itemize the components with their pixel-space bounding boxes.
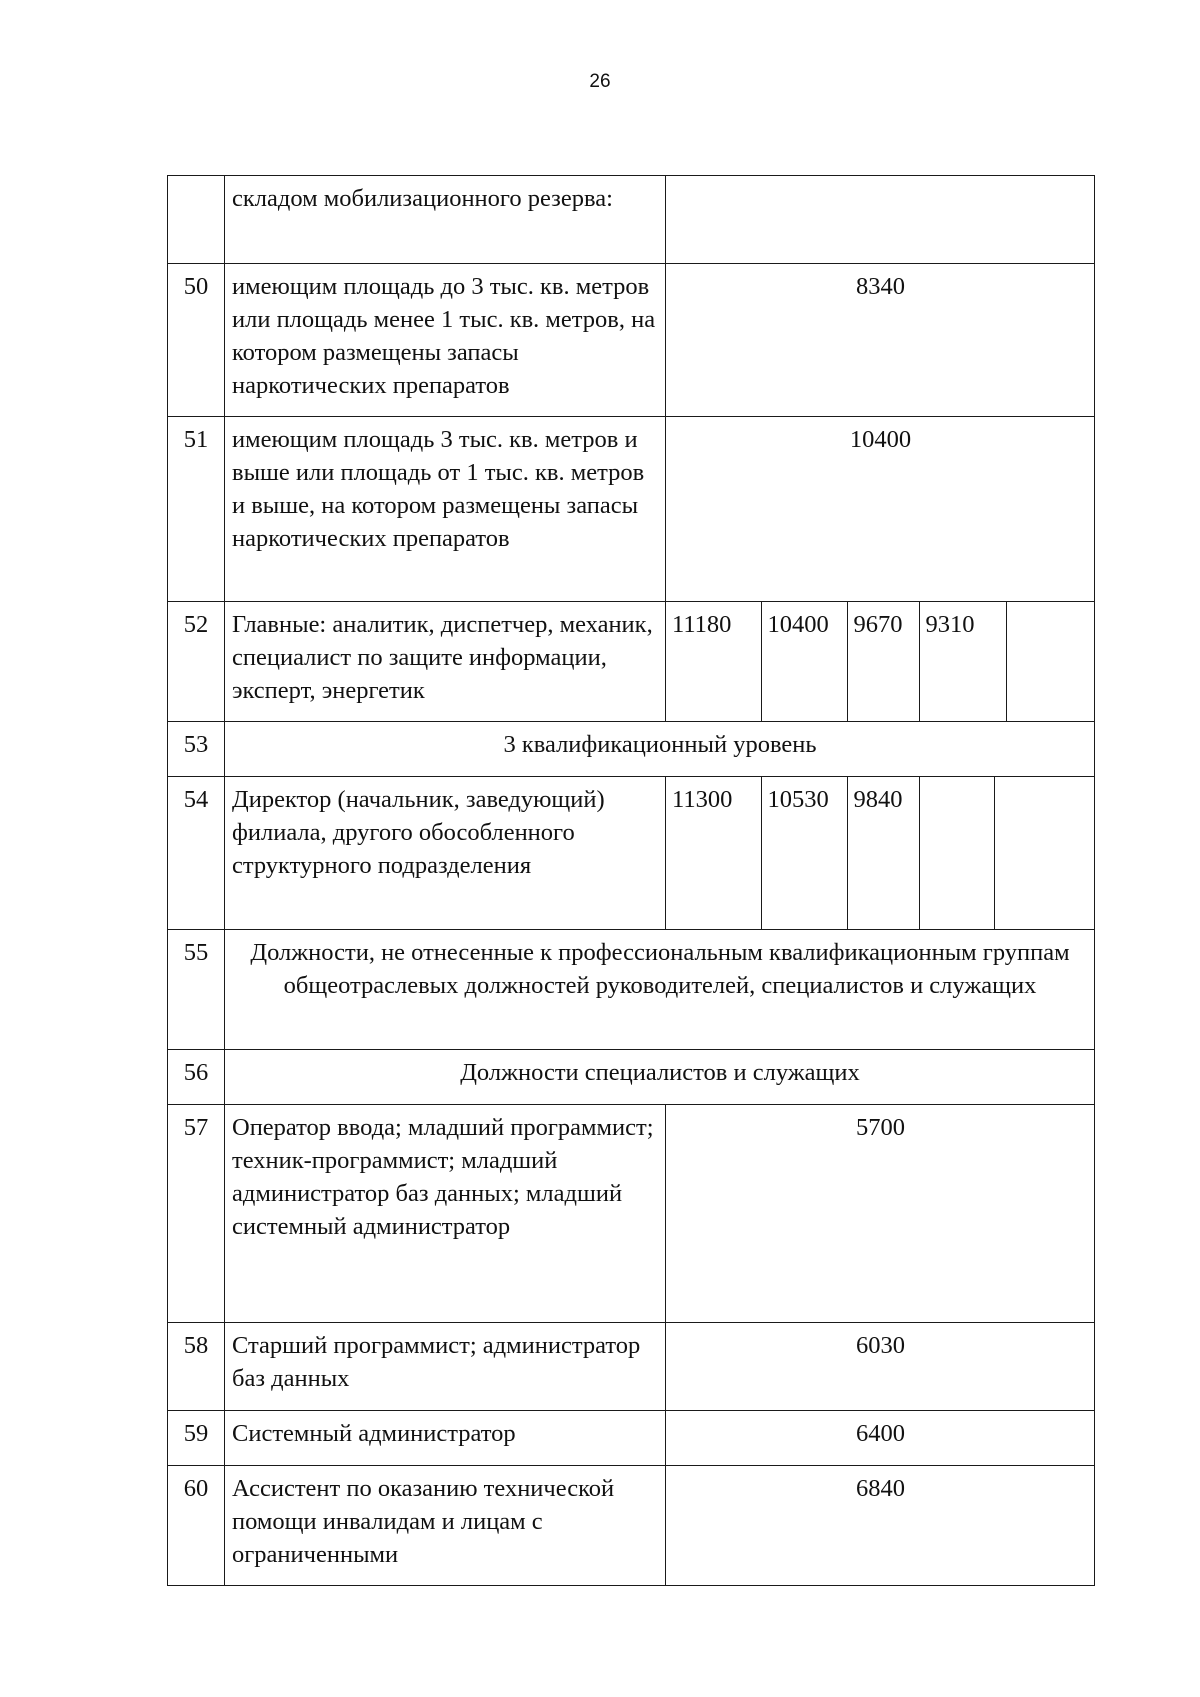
- table-row: [168, 1323, 1095, 1411]
- row-description: имеющим площадь до 3 тыс. кв. метров или площадь менее 1 тыс. кв. метров, на котором размещены запасы наркотических препаратов: [225, 264, 666, 417]
- row-description: Старший программист; администратор баз данных: [225, 1323, 666, 1411]
- row-number: 52: [168, 602, 225, 722]
- row-number: 50: [168, 264, 225, 417]
- row-number: 60: [168, 1466, 225, 1586]
- section-heading: Должности специалистов и служащих: [225, 1050, 1095, 1105]
- row-values: [666, 777, 1095, 930]
- row-description: Оператор ввода; младший программист; техник-программист; младший администратор баз данных; младший системный администратор: [225, 1105, 666, 1323]
- row-value: 6840: [666, 1466, 1095, 1586]
- table-row: [168, 602, 1095, 722]
- table-row: [168, 1466, 1095, 1586]
- salary-table: [167, 175, 1095, 1586]
- row-number: [168, 176, 225, 264]
- row-description: Системный администратор: [225, 1411, 666, 1466]
- section-heading: Должности, не отнесенные к профессиональным квалификационным группам общеотраслевых должностей руководителей, специалистов и служащих: [225, 930, 1095, 1050]
- row-number: 53: [168, 722, 225, 777]
- row-value: 6400: [666, 1411, 1095, 1466]
- table-row: [168, 1411, 1095, 1466]
- value-cell: 9840: [847, 777, 919, 929]
- row-number: 55: [168, 930, 225, 1050]
- row-value: 8340: [666, 264, 1095, 417]
- row-number: 51: [168, 417, 225, 602]
- row-value: 5700: [666, 1105, 1095, 1323]
- row-number: 57: [168, 1105, 225, 1323]
- value-cell: [919, 777, 994, 929]
- value-cell: [1006, 602, 1095, 721]
- row-description: Главные: аналитик, диспетчер, механик, специалист по защите информации, эксперт, энергетик: [225, 602, 666, 722]
- section-heading: 3 квалификационный уровень: [225, 722, 1095, 777]
- row-values: [666, 602, 1095, 722]
- row-value: [666, 176, 1095, 264]
- row-value: 10400: [666, 417, 1095, 602]
- table-row: [168, 777, 1095, 930]
- row-description: складом мобилизационного резерва:: [225, 176, 666, 264]
- table-row: [168, 264, 1095, 417]
- row-value: 6030: [666, 1323, 1095, 1411]
- value-cell: 11300: [672, 786, 733, 813]
- row-description: имеющим площадь 3 тыс. кв. метров и выше или площадь от 1 тыс. кв. метров и выше, на котором размещены запасы наркотических препаратов: [225, 417, 666, 602]
- value-cell: 9670: [847, 602, 919, 721]
- page-number: 26: [589, 71, 611, 92]
- values-grid: [666, 777, 1095, 929]
- row-number: 56: [168, 1050, 225, 1105]
- table-row: [168, 417, 1095, 602]
- table-row: [168, 1050, 1095, 1105]
- table-row: [168, 930, 1095, 1050]
- table-row: [168, 1105, 1095, 1323]
- row-number: 54: [168, 777, 225, 930]
- row-number: 59: [168, 1411, 225, 1466]
- value-cell: [994, 777, 1095, 929]
- row-description: Директор (начальник, заведующий) филиала, другого обособленного структурного подразделения: [225, 777, 666, 930]
- values-grid: [666, 602, 1095, 721]
- table-row: [168, 722, 1095, 777]
- value-cell: 9310: [919, 602, 1006, 721]
- value-cell: 10400: [761, 602, 847, 721]
- value-cell: 11180: [672, 611, 732, 638]
- row-number: 58: [168, 1323, 225, 1411]
- value-cell: 10530: [761, 777, 847, 929]
- table-row: [168, 176, 1095, 264]
- row-description: Ассистент по оказанию технической помощи инвалидам и лицам с ограниченными: [225, 1466, 666, 1586]
